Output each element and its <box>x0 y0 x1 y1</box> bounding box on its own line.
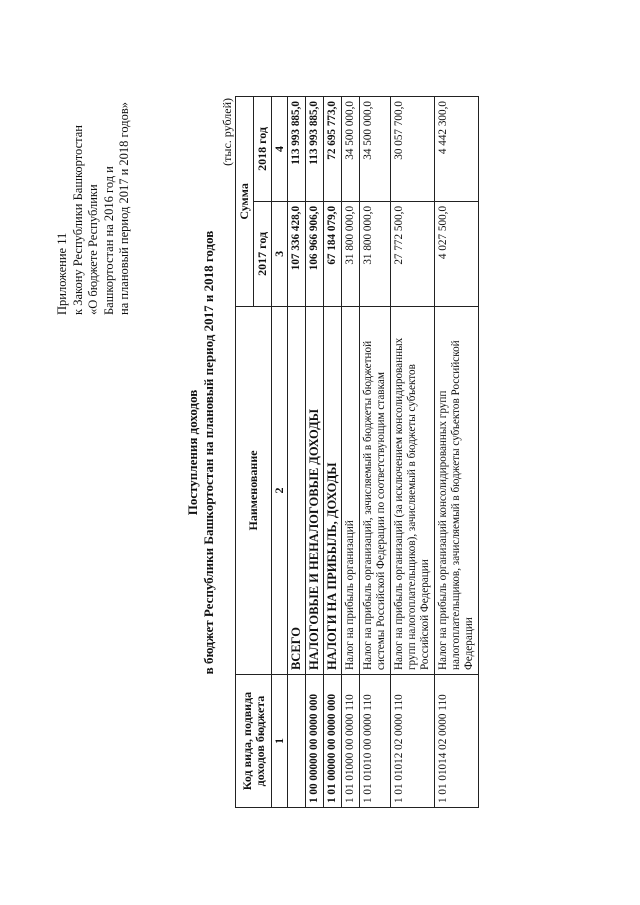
row-name: ВСЕГО <box>288 306 306 674</box>
row-value-2017: 106 966 906,0 <box>306 201 324 306</box>
row-value-2017: 27 772 500,0 <box>391 201 435 306</box>
row-value-2018: 113 993 885,0 <box>306 97 324 202</box>
column-index: 2 <box>272 306 288 674</box>
appendix-line: «О бюджете Республики <box>86 184 100 315</box>
appendix-line: Приложение 11 <box>55 232 69 315</box>
row-value-2017: 31 800 000,0 <box>360 201 391 306</box>
title-line-2: в бюджет Республики Башкортостан на плановый период 2017 и 2018 годов <box>201 230 216 675</box>
appendix-note <box>55 5 133 315</box>
row-code: 1 01 00000 00 0000 000 <box>324 675 342 808</box>
units-note: (тыс. рублей) <box>220 98 234 166</box>
row-code: 1 01 01000 00 0000 110 <box>342 675 360 808</box>
row-code: 1 01 01012 02 0000 110 <box>391 675 435 808</box>
appendix-line: на плановый период 2017 и 2018 годов» <box>117 102 131 315</box>
row-value-2017: 4 027 500,0 <box>435 201 479 306</box>
row-value-2018: 72 695 773,0 <box>324 97 342 202</box>
table-row <box>306 97 324 808</box>
table-row <box>342 97 360 808</box>
row-code: 1 00 00000 00 0000 000 <box>306 675 324 808</box>
row-name: НАЛОГОВЫЕ И НЕНАЛОГОВЫЕ ДОХОДЫ <box>306 306 324 674</box>
table-row <box>435 97 479 808</box>
row-value-2017: 31 800 000,0 <box>342 201 360 306</box>
table-row <box>288 97 306 808</box>
row-name: Налог на прибыль организаций (за исключением консолидированных групп налогоплательщиков), зачисляемый в бюджеты субъектов Российской Федерации <box>391 306 435 674</box>
table-row <box>391 97 435 808</box>
revenue-table <box>235 96 479 808</box>
title-line-1: Поступления доходов <box>185 389 200 516</box>
row-code: 1 01 01010 00 0000 110 <box>360 675 391 808</box>
row-value-2017: 107 336 428,0 <box>288 201 306 306</box>
row-value-2018: 113 993 885,0 <box>288 97 306 202</box>
header-code: Код вида, подвида доходов бюджета <box>236 675 272 808</box>
row-value-2018: 30 057 700,0 <box>391 97 435 202</box>
row-code: 1 01 01014 02 0000 110 <box>435 675 479 808</box>
table-row <box>360 97 391 808</box>
header-sum: Сумма <box>236 97 254 307</box>
document-title <box>185 0 217 905</box>
row-name: НАЛОГИ НА ПРИБЫЛЬ, ДОХОДЫ <box>324 306 342 674</box>
header-year-2018: 2018 год <box>254 97 272 202</box>
appendix-line: Башкортостан на 2016 год и <box>101 166 116 315</box>
row-value-2018: 34 500 000,0 <box>360 97 391 202</box>
row-name: Налог на прибыль организаций <box>342 306 360 674</box>
header-year-2017: 2017 год <box>254 201 272 306</box>
table-row <box>324 97 342 808</box>
appendix-line: к Закону Республики Башкортостан <box>70 125 85 315</box>
row-name: Налог на прибыль организаций, зачисляемый в бюджеты бюджетной системы Российской Федерации по соответствующим ставкам <box>360 306 391 674</box>
column-index: 3 <box>272 201 288 306</box>
row-value-2017: 67 184 079,0 <box>324 201 342 306</box>
header-name: Наименование <box>236 306 272 674</box>
column-index: 1 <box>272 675 288 808</box>
column-index: 4 <box>272 97 288 202</box>
row-value-2018: 34 500 000,0 <box>342 97 360 202</box>
row-code <box>288 675 306 808</box>
row-value-2018: 4 442 300,0 <box>435 97 479 202</box>
row-name: Налог на прибыль организаций консолидированных групп налогоплательщиков, зачисляемый в бюджеты субъектов Российской Федерации <box>435 306 479 674</box>
